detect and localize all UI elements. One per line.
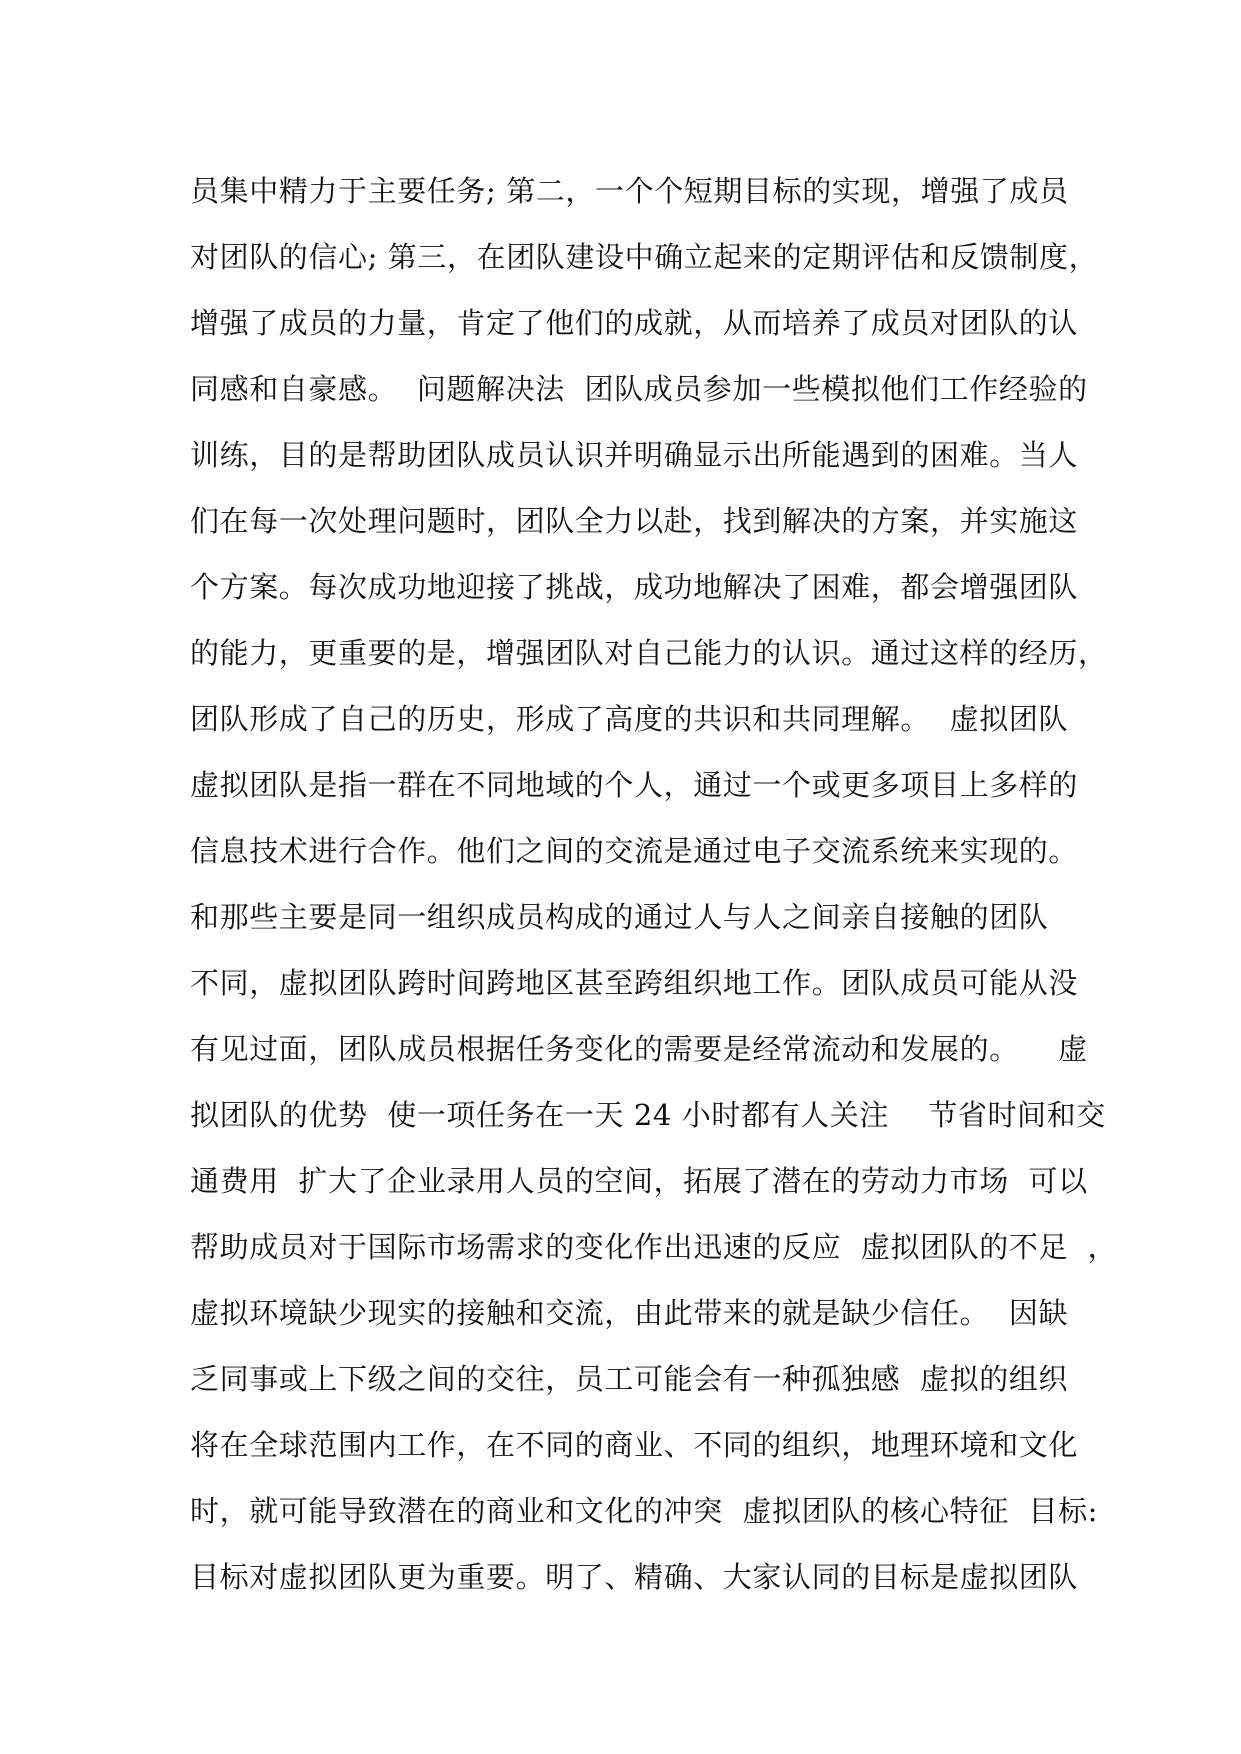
text-line-15: 拟团队的优势 使一项任务在一天 24 小时都有人关注 节省时间和交 xyxy=(190,1098,1106,1132)
text-line-16: 通费用 扩大了企业录用人员的空间，拓展了潜在的劳动力市场 可以 xyxy=(190,1164,1088,1198)
text-line-7: 个方案。每次成功地迎接了挑战，成功地解决了困难，都会增强团队 xyxy=(190,570,1079,604)
text-line-17: 帮助成员对于国际市场需求的变化作出迅速的反应 虚拟团队的不足 ， xyxy=(190,1230,1118,1264)
text-line-13: 不同，虚拟团队跨时间跨地区甚至跨组织地工作。团队成员可能从没 xyxy=(190,966,1079,1000)
text-line-22: 目标对虚拟团队更为重要。明了、精确、大家认同的目标是虚拟团队 xyxy=(190,1560,1079,1594)
text-line-11: 信息技术进行合作。他们之间的交流是通过电子交流系统来实现的。 xyxy=(190,834,1079,868)
text-line-12: 和那些主要是同一组织成员构成的通过人与人之间亲自接触的团队 xyxy=(190,900,1049,934)
text-line-8: 的能力，更重要的是，增强团队对自己能力的认识。通过这样的经历， xyxy=(190,636,1108,670)
text-line-1: 员集中精力于主要任务; 第二，一个个短期目标的实现，增强了成员 xyxy=(190,174,1069,208)
text-line-18: 虚拟环境缺少现实的接触和交流，由此带来的就是缺少信任。 因缺 xyxy=(190,1296,1069,1330)
body-text xyxy=(190,158,1118,1610)
text-line-14: 有见过面，团队成员根据任务变化的需要是经常流动和发展的。 虚 xyxy=(190,1032,1088,1066)
text-line-21: 时，就可能导致潜在的商业和文化的冲突 虚拟团队的核心特征 目标: xyxy=(190,1494,1099,1528)
text-line-20: 将在全球范围内工作，在不同的商业、不同的组织，地理环境和文化 xyxy=(190,1428,1079,1462)
text-line-5: 训练，目的是帮助团队成员认识并明确显示出所能遇到的困难。当人 xyxy=(190,438,1079,472)
text-line-9: 团队形成了自己的历史，形成了高度的共识和共同理解。 虚拟团队 xyxy=(190,702,1069,736)
text-line-10: 虚拟团队是指一群在不同地域的个人，通过一个或更多项目上多样的 xyxy=(190,768,1079,802)
text-line-19: 乏同事或上下级之间的交往，员工可能会有一种孤独感 虚拟的组织 xyxy=(190,1362,1069,1396)
text-line-3: 增强了成员的力量，肯定了他们的成就，从而培养了成员对团队的认 xyxy=(190,306,1079,340)
text-line-4: 同感和自豪感。 问题解决法 团队成员参加一些模拟他们工作经验的 xyxy=(190,372,1088,406)
text-line-6: 们在每一次处理问题时，团队全力以赴，找到解决的方案，并实施这 xyxy=(190,504,1079,538)
text-line-2: 对团队的信心; 第三，在团队建设中确立起来的定期评估和反馈制度， xyxy=(190,240,1099,274)
